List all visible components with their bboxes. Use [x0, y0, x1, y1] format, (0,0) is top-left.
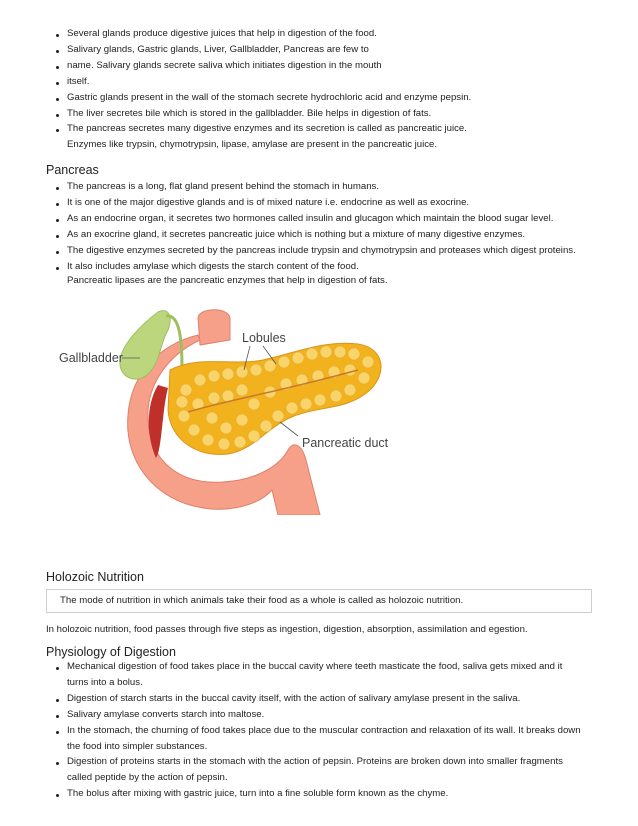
list-item: name. Salivary glands secrete saliva which initiates digestion in the mouth [56, 58, 576, 74]
label-pancreatic-duct: Pancreatic duct [302, 436, 389, 450]
physiology-bullet-list [56, 659, 586, 802]
pancreas-diagram [58, 300, 398, 515]
list-item: Mechanical digestion of food takes place in the buccal cavity where teeth masticate the food, saliva gets mixed and it turns into a bolus. [56, 659, 586, 691]
list-item: As an exocrine gland, it secretes pancreatic juice which is nothing but a mixture of many digestive enzymes. [56, 227, 616, 243]
holozoic-heading: Holozoic Nutrition [46, 570, 144, 584]
list-item: itself. [56, 74, 576, 90]
intro-trailing-text: Enzymes like trypsin, chymotrypsin, lipase, amylase are present in the pancreatic juice. [67, 139, 438, 150]
pancreas-heading: Pancreas [46, 163, 99, 177]
physiology-heading: Physiology of Digestion [46, 645, 176, 659]
label-gallbladder: Gallbladder [59, 351, 123, 365]
label-lobules: Lobules [242, 331, 286, 345]
list-item: The pancreas secretes many digestive enzymes and its secretion is called as pancreatic juice. [56, 121, 576, 137]
list-item: The pancreas is a long, flat gland present behind the stomach in humans. [56, 179, 616, 195]
list-item: Salivary glands, Gastric glands, Liver, Gallbladder, Pancreas are few to [56, 42, 576, 58]
list-item: The liver secretes bile which is stored in the gallbladder. Bile helps in digestion of fats. [56, 106, 576, 122]
holozoic-paragraph: In holozoic nutrition, food passes through five steps as ingestion, digestion, absorption, assimilation and egestion. [46, 624, 528, 635]
list-item: The bolus after mixing with gastric juice, turn into a fine soluble form known as the chyme. [56, 786, 586, 802]
list-item: Salivary amylase converts starch into maltose. [56, 707, 586, 723]
list-item: Digestion of proteins starts in the stomach with the action of pepsin. Proteins are broken down into smaller fragments called peptide by the action of pepsin. [56, 754, 586, 786]
pancreas-bullet-list [56, 179, 616, 274]
list-item: It is one of the major digestive glands and is of mixed nature i.e. endocrine as well as exocrine. [56, 195, 616, 211]
pancreas-illustration [58, 300, 398, 515]
intro-bullet-list [56, 26, 576, 137]
list-item: Digestion of starch starts in the buccal cavity itself, with the action of salivary amylase present in the saliva. [56, 691, 586, 707]
list-item: Several glands produce digestive juices that help in digestion of the food. [56, 26, 576, 42]
list-item: It also includes amylase which digests the starch content of the food. [56, 259, 616, 275]
definition-box [46, 589, 592, 613]
list-item: As an endocrine organ, it secretes two hormones called insulin and glucagon which maintain the blood sugar level. [56, 211, 616, 227]
list-item: In the stomach, the churning of food takes place due to the muscular contraction and relaxation of its wall. It breaks down the food into simpler substances. [56, 723, 586, 755]
pancreas-trailing-text: Pancreatic lipases are the pancreatic enzymes that help in digestion of fats. [67, 275, 388, 286]
definition-text: The mode of nutrition in which animals take their food as a whole is called as holozoic nutrition. [60, 595, 464, 606]
list-item: The digestive enzymes secreted by the pancreas include trypsin and chymotrypsin and proteases which digest proteins. [56, 243, 616, 259]
list-item: Gastric glands present in the wall of the stomach secrete hydrochloric acid and enzyme pepsin. [56, 90, 576, 106]
